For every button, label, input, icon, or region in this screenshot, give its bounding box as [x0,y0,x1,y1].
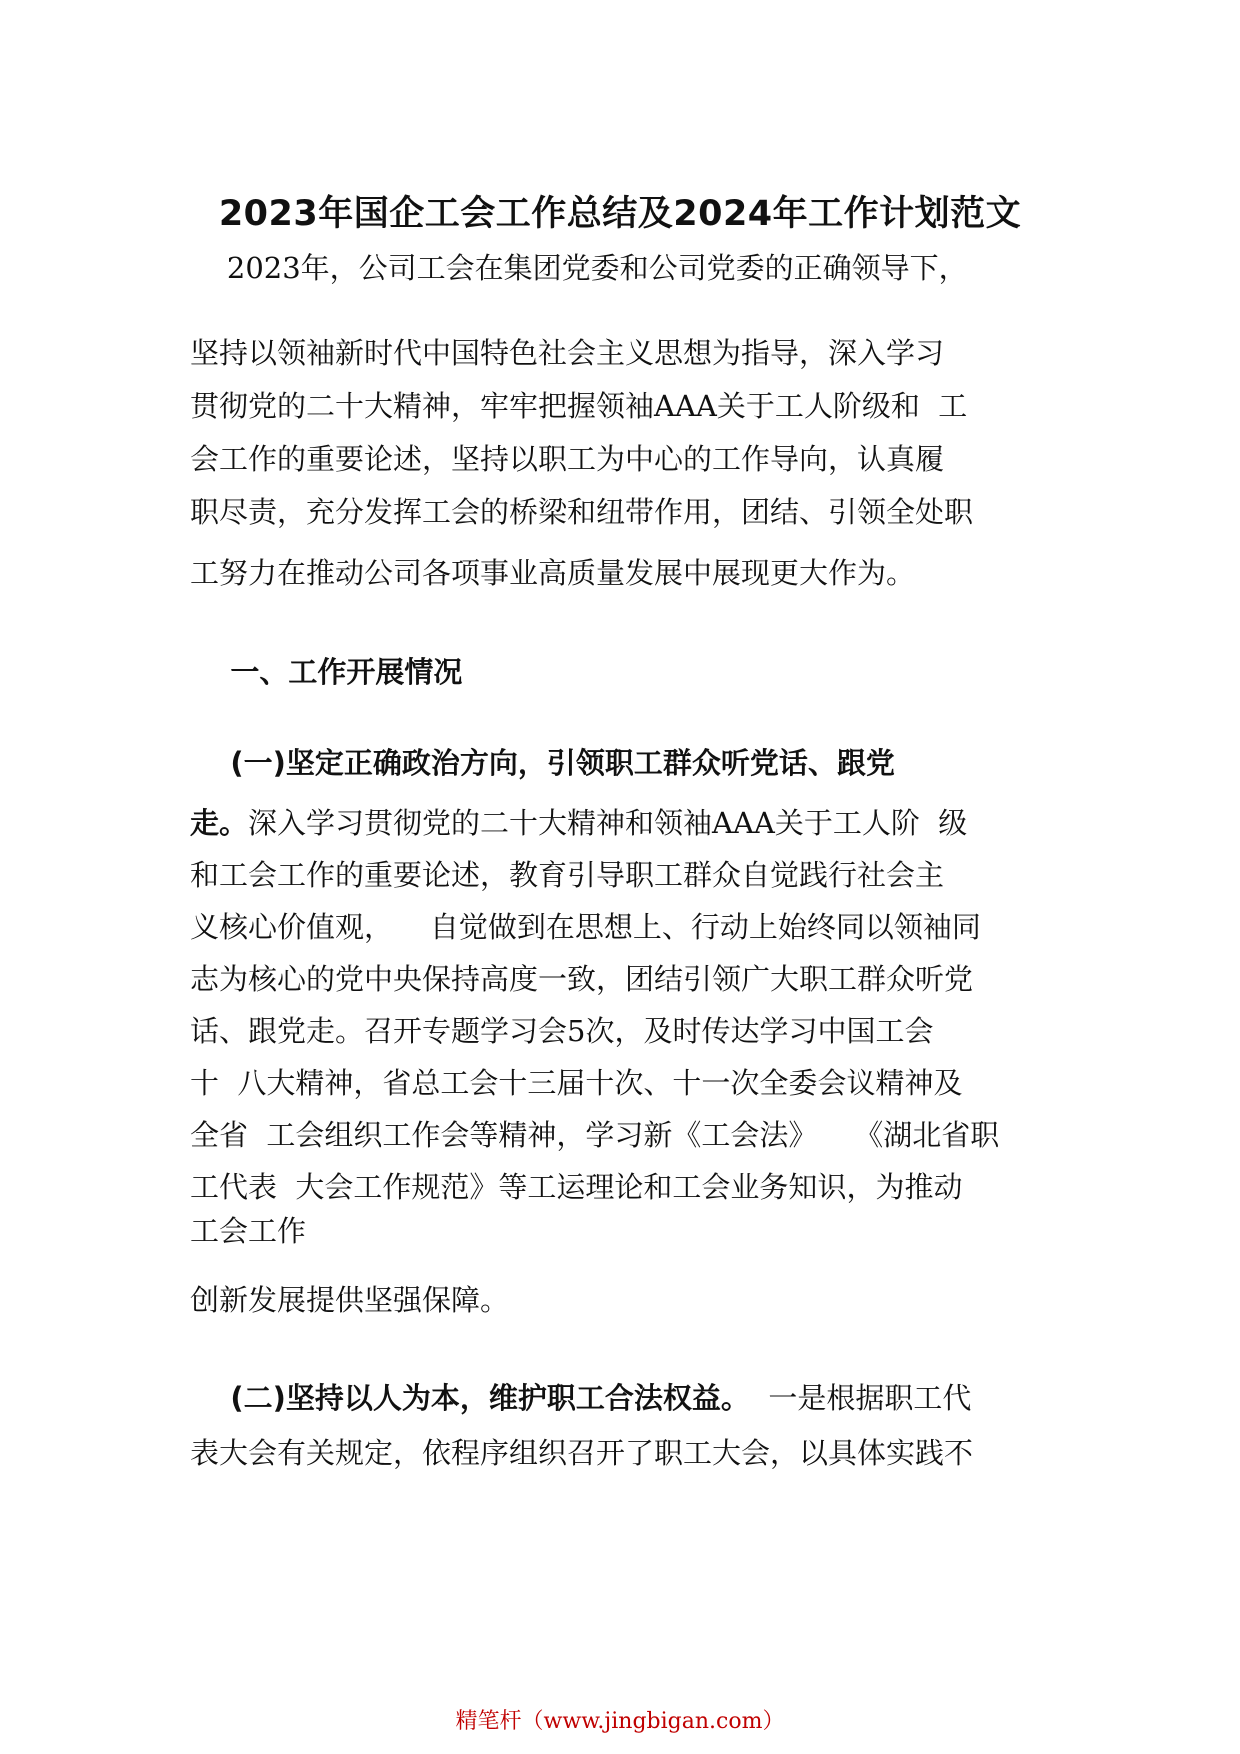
intro-line-1: 2023年，公司工会在集团党委和公司党委的正确领导下， [190,251,968,285]
subsection-1-line-9: 工代表 大会工作规范》等工运理论和工会业务知识，为推动 [190,1170,963,1204]
subsection-1-line-8: 全省 工会组织工作会等精神，学习新《工会法》 《湖北省职 [190,1118,1000,1152]
subsection-2-line-1 [190,1378,1060,1418]
section-heading-1: 一、工作开展情况 [190,655,463,689]
intro-line-2: 坚持以领袖新时代中国特色社会主义思想为指导，深入学习 [190,336,945,370]
subsection-1-line-7: 十 八大精神，省总工会十三届十次、十一次全委会议精神及 [190,1066,963,1100]
subsection-1-line-6: 话、跟党走。召开专题学习会5次，及时传达学习中国工会 [190,1014,934,1048]
intro-line-3: 贯彻党的二十大精神，牢牢把握领袖AAA关于工人阶级和 工 [190,389,968,423]
footer-watermark: 精笔杆（www.jingbigan.com） [455,1709,785,1734]
subsection-1-line-4: 义核心价值观， 自觉做到在思想上、行动上始终同以领袖同 [190,910,981,944]
subsection-1-line-11: 创新发展提供坚强保障。 [190,1283,510,1317]
subsection-2-text: 一是根据职工代 [749,1381,972,1415]
intro-line-4: 会工作的重要论述，坚持以职工为中心的工作导向，认真履 [190,442,945,476]
subsection-1-heading: (一)坚定正确政治方向，引领职工群众听党话、跟党 [190,746,895,780]
subsection-1-line-2 [190,803,1060,843]
subsection-1-heading-end: 走。 [190,806,249,840]
subsection-1-line-3: 和工会工作的重要论述，教育引导职工群众自觉践行社会主 [190,858,945,892]
subsection-2-heading: (二)坚持以人为本，维护职工合法权益。 [190,1381,750,1415]
subsection-2-line-2: 表大会有关规定，依程序组织召开了职工大会，以具体实践不 [190,1436,974,1470]
subsection-1-line-10: 工会工作 [190,1214,307,1248]
intro-line-5: 职尽责，充分发挥工会的桥梁和纽带作用，团结、引领全处职 [190,495,974,529]
document-title: 2023年国企工会工作总结及2024年工作计划范文 [218,194,1022,234]
subsection-1-line-5: 志为核心的党中央保持高度一致，团结引领广大职工群众听党 [190,962,974,996]
intro-line-6: 工努力在推动公司各项事业高质量发展中展现更大作为。 [190,556,916,590]
subsection-1-text: 深入学习贯彻党的二十大精神和领袖AAA关于工人阶 级 [248,806,968,840]
